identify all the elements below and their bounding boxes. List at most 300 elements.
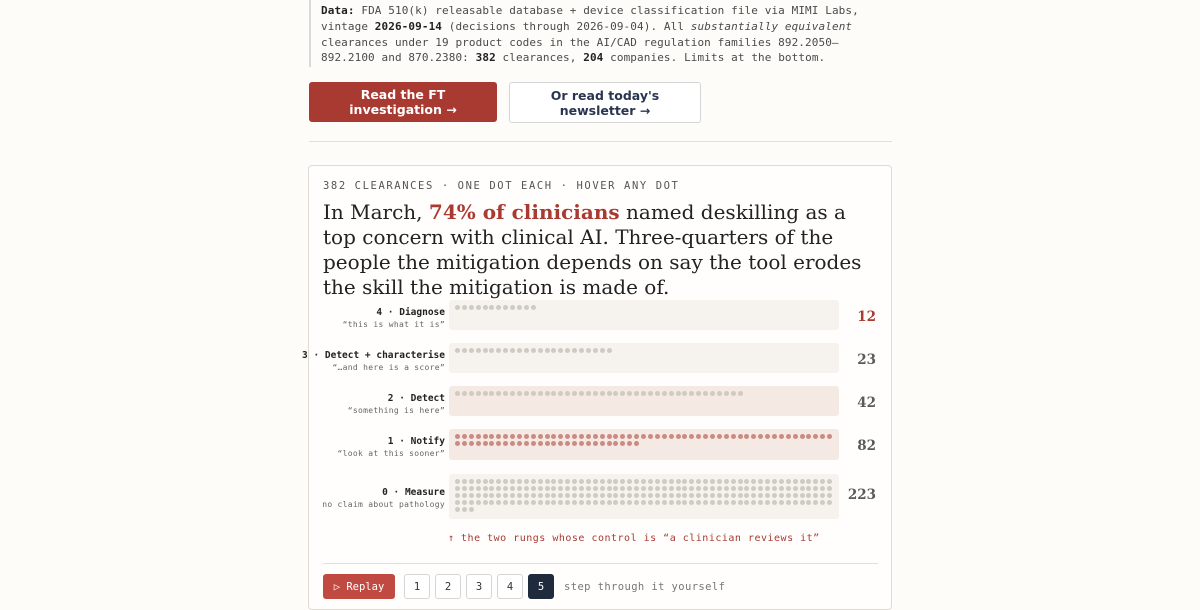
clearance-dot[interactable] [696,500,701,505]
clearance-dot[interactable] [682,500,687,505]
clearance-dot[interactable] [765,434,770,439]
clearance-dot[interactable] [641,479,646,484]
clearance-dot[interactable] [510,348,515,353]
clearance-dot[interactable] [538,441,543,446]
clearance-dot[interactable] [551,391,556,396]
clearance-dot[interactable] [517,305,522,310]
clearance-dot[interactable] [703,391,708,396]
clearance-dot[interactable] [538,391,543,396]
clearance-dot[interactable] [827,434,832,439]
clearance-dot[interactable] [607,486,612,491]
clearance-dot[interactable] [524,479,529,484]
clearance-dot[interactable] [600,500,605,505]
clearance-dot[interactable] [531,391,536,396]
clearance-dot[interactable] [586,348,591,353]
clearance-dot[interactable] [455,486,460,491]
clearance-dot[interactable] [827,479,832,484]
clearance-dot[interactable] [503,434,508,439]
clearance-dot[interactable] [813,493,818,498]
clearance-dot[interactable] [620,391,625,396]
clearance-dot[interactable] [476,479,481,484]
clearance-dot[interactable] [827,493,832,498]
clearance-dot[interactable] [558,348,563,353]
clearance-dot[interactable] [462,500,467,505]
clearance-dot[interactable] [476,434,481,439]
clearance-dot[interactable] [738,486,743,491]
clearance-dot[interactable] [710,493,715,498]
clearance-dot[interactable] [744,493,749,498]
clearance-dot[interactable] [793,500,798,505]
clearance-dot[interactable] [483,493,488,498]
clearance-dot[interactable] [586,441,591,446]
clearance-dot[interactable] [758,434,763,439]
clearance-dot[interactable] [772,500,777,505]
clearance-dot[interactable] [648,391,653,396]
clearance-dot[interactable] [572,348,577,353]
clearance-dot[interactable] [717,500,722,505]
clearance-dot[interactable] [551,479,556,484]
clearance-dot[interactable] [689,493,694,498]
clearance-dot[interactable] [565,493,570,498]
clearance-dot[interactable] [469,479,474,484]
clearance-dot[interactable] [682,391,687,396]
clearance-dot[interactable] [545,391,550,396]
clearance-dot[interactable] [731,500,736,505]
clearance-dot[interactable] [758,493,763,498]
clearance-dot[interactable] [620,493,625,498]
clearance-dot[interactable] [489,434,494,439]
clearance-dot[interactable] [676,500,681,505]
clearance-dot[interactable] [538,434,543,439]
clearance-dot[interactable] [813,486,818,491]
clearance-dot[interactable] [517,348,522,353]
clearance-dot[interactable] [717,391,722,396]
clearance-dot[interactable] [579,434,584,439]
clearance-dot[interactable] [496,441,501,446]
clearance-dot[interactable] [738,479,743,484]
clearance-dot[interactable] [531,486,536,491]
clearance-dot[interactable] [517,391,522,396]
clearance-dot[interactable] [779,500,784,505]
clearance-dot[interactable] [476,486,481,491]
clearance-dot[interactable] [696,434,701,439]
clearance-dot[interactable] [641,486,646,491]
clearance-dot[interactable] [793,493,798,498]
clearance-dot[interactable] [524,391,529,396]
clearance-dot[interactable] [607,434,612,439]
clearance-dot[interactable] [620,486,625,491]
clearance-dot[interactable] [565,500,570,505]
clearance-dot[interactable] [751,493,756,498]
clearance-dot[interactable] [682,493,687,498]
step-2-button[interactable]: 2 [435,574,461,599]
clearance-dot[interactable] [689,434,694,439]
clearance-dot[interactable] [517,500,522,505]
clearance-dot[interactable] [772,493,777,498]
clearance-dot[interactable] [648,434,653,439]
clearance-dot[interactable] [579,500,584,505]
clearance-dot[interactable] [531,441,536,446]
clearance-dot[interactable] [600,493,605,498]
clearance-dot[interactable] [503,391,508,396]
clearance-dot[interactable] [607,348,612,353]
clearance-dot[interactable] [779,479,784,484]
clearance-dot[interactable] [662,493,667,498]
clearance-dot[interactable] [565,434,570,439]
clearance-dot[interactable] [779,486,784,491]
clearance-dot[interactable] [682,434,687,439]
clearance-dot[interactable] [593,486,598,491]
clearance-dot[interactable] [669,434,674,439]
step-3-button[interactable]: 3 [466,574,492,599]
clearance-dot[interactable] [676,486,681,491]
clearance-dot[interactable] [627,479,632,484]
clearance-dot[interactable] [710,391,715,396]
step-1-button[interactable]: 1 [404,574,430,599]
clearance-dot[interactable] [655,486,660,491]
clearance-dot[interactable] [462,486,467,491]
clearance-dot[interactable] [455,479,460,484]
clearance-dot[interactable] [551,434,556,439]
clearance-dot[interactable] [806,500,811,505]
clearance-dot[interactable] [655,493,660,498]
clearance-dot[interactable] [641,493,646,498]
clearance-dot[interactable] [820,486,825,491]
clearance-dot[interactable] [524,486,529,491]
clearance-dot[interactable] [703,486,708,491]
clearance-dot[interactable] [483,305,488,310]
clearance-dot[interactable] [545,348,550,353]
clearance-dot[interactable] [820,479,825,484]
clearance-dot[interactable] [786,500,791,505]
clearance-dot[interactable] [572,500,577,505]
clearance-dot[interactable] [613,434,618,439]
clearance-dot[interactable] [517,479,522,484]
clearance-dot[interactable] [731,479,736,484]
clearance-dot[interactable] [538,479,543,484]
clearance-dot[interactable] [662,479,667,484]
clearance-dot[interactable] [627,391,632,396]
clearance-dot[interactable] [455,500,460,505]
clearance-dot[interactable] [613,479,618,484]
clearance-dot[interactable] [483,434,488,439]
clearance-dot[interactable] [820,500,825,505]
clearance-dot[interactable] [496,493,501,498]
clearance-dot[interactable] [607,391,612,396]
clearance-dot[interactable] [531,348,536,353]
clearance-dot[interactable] [627,500,632,505]
clearance-dot[interactable] [572,441,577,446]
clearance-dot[interactable] [717,434,722,439]
clearance-dot[interactable] [765,500,770,505]
clearance-dot[interactable] [483,500,488,505]
clearance-dot[interactable] [710,434,715,439]
clearance-dot[interactable] [793,486,798,491]
clearance-dot[interactable] [469,305,474,310]
clearance-dot[interactable] [455,391,460,396]
clearance-dot[interactable] [703,500,708,505]
clearance-dot[interactable] [503,441,508,446]
clearance-dot[interactable] [689,479,694,484]
clearance-dot[interactable] [710,500,715,505]
clearance-dot[interactable] [682,479,687,484]
clearance-dot[interactable] [689,486,694,491]
clearance-dot[interactable] [524,500,529,505]
clearance-dot[interactable] [462,391,467,396]
clearance-dot[interactable] [545,486,550,491]
clearance-dot[interactable] [648,493,653,498]
clearance-dot[interactable] [593,479,598,484]
clearance-dot[interactable] [469,507,474,512]
clearance-dot[interactable] [703,479,708,484]
clearance-dot[interactable] [813,479,818,484]
clearance-dot[interactable] [586,391,591,396]
clearance-dot[interactable] [469,493,474,498]
clearance-dot[interactable] [613,500,618,505]
clearance-dot[interactable] [607,441,612,446]
clearance-dot[interactable] [558,493,563,498]
clearance-dot[interactable] [662,391,667,396]
clearance-dot[interactable] [455,434,460,439]
clearance-dot[interactable] [586,434,591,439]
clearance-dot[interactable] [703,493,708,498]
clearance-dot[interactable] [524,348,529,353]
read-investigation-button[interactable]: Read the FT investigation → [309,82,497,122]
clearance-dot[interactable] [731,391,736,396]
clearance-dot[interactable] [724,500,729,505]
clearance-dot[interactable] [517,486,522,491]
clearance-dot[interactable] [724,486,729,491]
clearance-dot[interactable] [744,479,749,484]
clearance-dot[interactable] [744,434,749,439]
clearance-dot[interactable] [517,493,522,498]
clearance-dot[interactable] [724,493,729,498]
clearance-dot[interactable] [627,493,632,498]
step-4-button[interactable]: 4 [497,574,523,599]
clearance-dot[interactable] [462,441,467,446]
clearance-dot[interactable] [793,434,798,439]
clearance-dot[interactable] [744,486,749,491]
clearance-dot[interactable] [682,486,687,491]
clearance-dot[interactable] [751,479,756,484]
clearance-dot[interactable] [676,493,681,498]
clearance-dot[interactable] [579,348,584,353]
clearance-dot[interactable] [758,500,763,505]
clearance-dot[interactable] [538,486,543,491]
clearance-dot[interactable] [476,493,481,498]
clearance-dot[interactable] [738,391,743,396]
clearance-dot[interactable] [600,479,605,484]
clearance-dot[interactable] [531,305,536,310]
clearance-dot[interactable] [462,434,467,439]
clearance-dot[interactable] [469,434,474,439]
clearance-dot[interactable] [806,434,811,439]
clearance-dot[interactable] [724,391,729,396]
clearance-dot[interactable] [545,479,550,484]
clearance-dot[interactable] [800,493,805,498]
clearance-dot[interactable] [531,434,536,439]
clearance-dot[interactable] [703,434,708,439]
clearance-dot[interactable] [793,479,798,484]
clearance-dot[interactable] [669,486,674,491]
clearance-dot[interactable] [676,434,681,439]
clearance-dot[interactable] [751,500,756,505]
clearance-dot[interactable] [765,479,770,484]
clearance-dot[interactable] [593,348,598,353]
clearance-dot[interactable] [462,305,467,310]
clearance-dot[interactable] [469,500,474,505]
clearance-dot[interactable] [489,441,494,446]
clearance-dot[interactable] [786,493,791,498]
clearance-dot[interactable] [731,434,736,439]
clearance-dot[interactable] [751,434,756,439]
clearance-dot[interactable] [758,479,763,484]
clearance-dot[interactable] [469,391,474,396]
clearance-dot[interactable] [531,500,536,505]
clearance-dot[interactable] [586,479,591,484]
clearance-dot[interactable] [469,348,474,353]
clearance-dot[interactable] [503,479,508,484]
clearance-dot[interactable] [462,507,467,512]
clearance-dot[interactable] [558,391,563,396]
clearance-dot[interactable] [620,479,625,484]
clearance-dot[interactable] [607,479,612,484]
clearance-dot[interactable] [476,348,481,353]
clearance-dot[interactable] [593,391,598,396]
clearance-dot[interactable] [489,305,494,310]
clearance-dot[interactable] [600,391,605,396]
clearance-dot[interactable] [558,441,563,446]
clearance-dot[interactable] [669,493,674,498]
clearance-dot[interactable] [800,479,805,484]
clearance-dot[interactable] [579,441,584,446]
clearance-dot[interactable] [593,500,598,505]
clearance-dot[interactable] [503,348,508,353]
clearance-dot[interactable] [620,434,625,439]
clearance-dot[interactable] [710,486,715,491]
clearance-dot[interactable] [565,486,570,491]
clearance-dot[interactable] [600,441,605,446]
clearance-dot[interactable] [586,493,591,498]
clearance-dot[interactable] [538,500,543,505]
clearance-dot[interactable] [551,441,556,446]
clearance-dot[interactable] [510,493,515,498]
clearance-dot[interactable] [717,479,722,484]
clearance-dot[interactable] [634,486,639,491]
clearance-dot[interactable] [751,486,756,491]
clearance-dot[interactable] [510,434,515,439]
clearance-dot[interactable] [524,305,529,310]
clearance-dot[interactable] [510,479,515,484]
clearance-dot[interactable] [827,500,832,505]
clearance-dot[interactable] [531,493,536,498]
clearance-dot[interactable] [462,493,467,498]
clearance-dot[interactable] [779,434,784,439]
clearance-dot[interactable] [476,500,481,505]
clearance-dot[interactable] [496,500,501,505]
clearance-dot[interactable] [545,441,550,446]
clearance-dot[interactable] [696,391,701,396]
clearance-dot[interactable] [620,500,625,505]
clearance-dot[interactable] [545,500,550,505]
clearance-dot[interactable] [455,348,460,353]
clearance-dot[interactable] [600,434,605,439]
clearance-dot[interactable] [510,391,515,396]
clearance-dot[interactable] [558,486,563,491]
clearance-dot[interactable] [551,500,556,505]
clearance-dot[interactable] [731,493,736,498]
clearance-dot[interactable] [496,479,501,484]
clearance-dot[interactable] [738,493,743,498]
clearance-dot[interactable] [593,441,598,446]
clearance-dot[interactable] [503,305,508,310]
clearance-dot[interactable] [641,391,646,396]
clearance-dot[interactable] [676,391,681,396]
clearance-dot[interactable] [593,493,598,498]
clearance-dot[interactable] [510,305,515,310]
clearance-dot[interactable] [786,434,791,439]
clearance-dot[interactable] [648,486,653,491]
clearance-dot[interactable] [627,486,632,491]
clearance-dot[interactable] [634,500,639,505]
replay-button[interactable]: ▷ Replay [323,574,395,599]
clearance-dot[interactable] [489,493,494,498]
clearance-dot[interactable] [813,434,818,439]
clearance-dot[interactable] [717,493,722,498]
clearance-dot[interactable] [689,391,694,396]
clearance-dot[interactable] [558,500,563,505]
clearance-dot[interactable] [738,434,743,439]
clearance-dot[interactable] [613,441,618,446]
clearance-dot[interactable] [517,441,522,446]
clearance-dot[interactable] [496,434,501,439]
clearance-dot[interactable] [510,500,515,505]
clearance-dot[interactable] [524,441,529,446]
clearance-dot[interactable] [772,486,777,491]
clearance-dot[interactable] [689,500,694,505]
clearance-dot[interactable] [696,479,701,484]
clearance-dot[interactable] [806,493,811,498]
clearance-dot[interactable] [820,493,825,498]
clearance-dot[interactable] [648,479,653,484]
clearance-dot[interactable] [572,479,577,484]
clearance-dot[interactable] [779,493,784,498]
clearance-dot[interactable] [586,500,591,505]
clearance-dot[interactable] [655,479,660,484]
clearance-dot[interactable] [489,500,494,505]
clearance-dot[interactable] [662,486,667,491]
clearance-dot[interactable] [572,434,577,439]
clearance-dot[interactable] [765,493,770,498]
clearance-dot[interactable] [579,479,584,484]
clearance-dot[interactable] [627,441,632,446]
clearance-dot[interactable] [538,493,543,498]
clearance-dot[interactable] [469,441,474,446]
clearance-dot[interactable] [613,486,618,491]
clearance-dot[interactable] [455,441,460,446]
clearance-dot[interactable] [634,441,639,446]
clearance-dot[interactable] [806,479,811,484]
clearance-dot[interactable] [462,479,467,484]
clearance-dot[interactable] [655,434,660,439]
clearance-dot[interactable] [496,305,501,310]
clearance-dot[interactable] [827,486,832,491]
clearance-dot[interactable] [717,486,722,491]
clearance-dot[interactable] [476,305,481,310]
clearance-dot[interactable] [489,391,494,396]
clearance-dot[interactable] [800,500,805,505]
clearance-dot[interactable] [786,479,791,484]
